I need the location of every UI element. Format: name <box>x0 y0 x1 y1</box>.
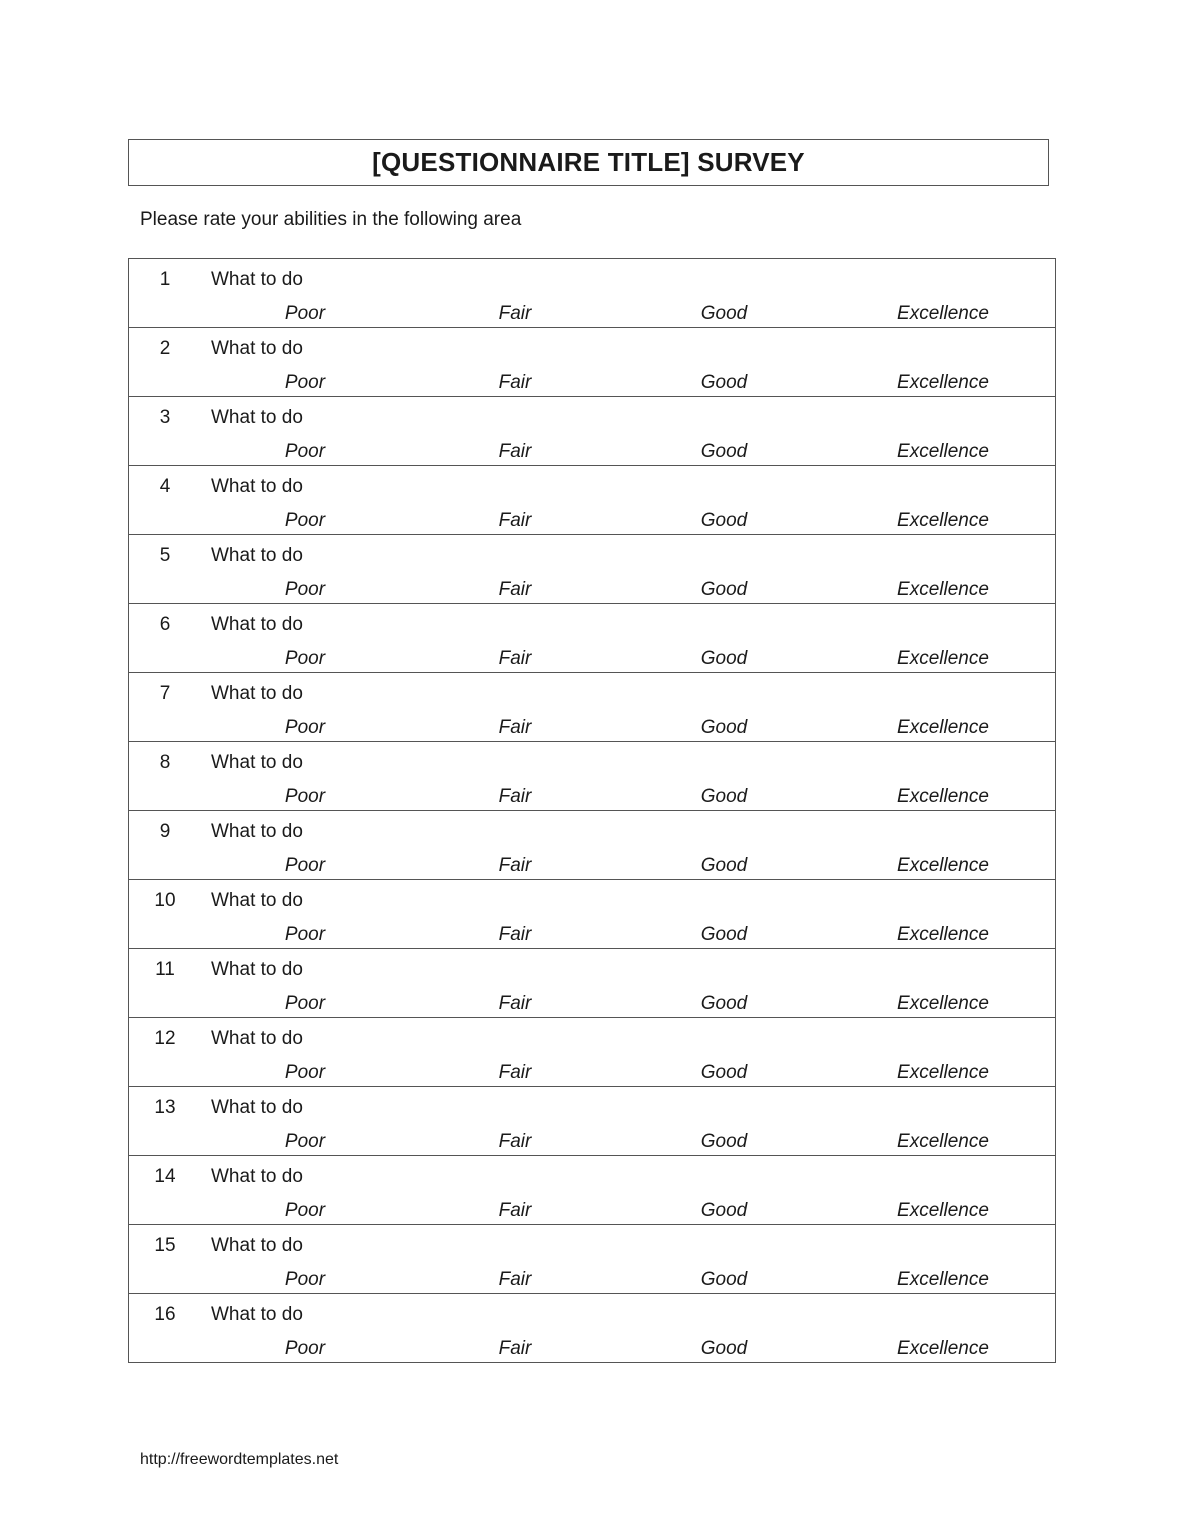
question-text: What to do <box>211 821 303 842</box>
rating-option-fair[interactable]: Fair <box>498 441 532 462</box>
rating-option-poor[interactable]: Poor <box>284 717 326 738</box>
rating-option-fair[interactable]: Fair <box>498 1062 532 1083</box>
rating-option-fair[interactable]: Fair <box>498 786 532 807</box>
rating-option-good[interactable]: Good <box>700 441 748 462</box>
rating-option-excellence[interactable]: Excellence <box>897 1269 989 1290</box>
question-text: What to do <box>211 269 303 290</box>
rating-option-fair[interactable]: Fair <box>498 372 532 393</box>
rating-option-good[interactable]: Good <box>700 579 748 600</box>
question-text: What to do <box>211 338 303 359</box>
question-number: 2 <box>159 338 171 359</box>
question-row <box>129 673 1055 742</box>
rating-option-excellence[interactable]: Excellence <box>897 1200 989 1221</box>
rating-option-poor[interactable]: Poor <box>284 993 326 1014</box>
rating-option-fair[interactable]: Fair <box>498 1269 532 1290</box>
rating-option-excellence[interactable]: Excellence <box>897 993 989 1014</box>
rating-option-poor[interactable]: Poor <box>284 1269 326 1290</box>
rating-option-poor[interactable]: Poor <box>284 1200 326 1221</box>
question-text: What to do <box>211 476 303 497</box>
rating-option-poor[interactable]: Poor <box>284 1338 326 1359</box>
rating-option-poor[interactable]: Poor <box>284 579 326 600</box>
rating-option-good[interactable]: Good <box>700 993 748 1014</box>
question-text: What to do <box>211 1028 303 1049</box>
question-number: 1 <box>159 269 171 290</box>
question-number: 4 <box>159 476 171 497</box>
rating-option-poor[interactable]: Poor <box>284 441 326 462</box>
question-text: What to do <box>211 1235 303 1256</box>
rating-option-fair[interactable]: Fair <box>498 1338 532 1359</box>
rating-option-poor[interactable]: Poor <box>284 1062 326 1083</box>
rating-option-poor[interactable]: Poor <box>284 372 326 393</box>
rating-option-excellence[interactable]: Excellence <box>897 648 989 669</box>
question-row <box>129 949 1055 1018</box>
rating-option-fair[interactable]: Fair <box>498 993 532 1014</box>
rating-option-excellence[interactable]: Excellence <box>897 372 989 393</box>
rating-option-fair[interactable]: Fair <box>498 924 532 945</box>
rating-option-good[interactable]: Good <box>700 510 748 531</box>
rating-option-fair[interactable]: Fair <box>498 648 532 669</box>
question-number: 12 <box>154 1028 176 1049</box>
rating-option-poor[interactable]: Poor <box>284 648 326 669</box>
question-number: 13 <box>154 1097 176 1118</box>
title-box <box>128 139 1049 186</box>
question-text: What to do <box>211 752 303 773</box>
question-text: What to do <box>211 683 303 704</box>
rating-option-poor[interactable]: Poor <box>284 510 326 531</box>
rating-option-poor[interactable]: Poor <box>284 855 326 876</box>
rating-option-excellence[interactable]: Excellence <box>897 717 989 738</box>
rating-option-fair[interactable]: Fair <box>498 855 532 876</box>
question-row <box>129 1294 1055 1362</box>
rating-option-good[interactable]: Good <box>700 924 748 945</box>
rating-option-excellence[interactable]: Excellence <box>897 924 989 945</box>
question-number: 14 <box>154 1166 176 1187</box>
rating-option-excellence[interactable]: Excellence <box>897 855 989 876</box>
question-number: 3 <box>159 407 171 428</box>
rating-option-good[interactable]: Good <box>700 1131 748 1152</box>
rating-option-good[interactable]: Good <box>700 1062 748 1083</box>
rating-option-good[interactable]: Good <box>700 372 748 393</box>
question-text: What to do <box>211 1304 303 1325</box>
question-row <box>129 1087 1055 1156</box>
question-row <box>129 328 1055 397</box>
question-text: What to do <box>211 890 303 911</box>
question-row <box>129 466 1055 535</box>
rating-option-excellence[interactable]: Excellence <box>897 303 989 324</box>
question-number: 8 <box>159 752 171 773</box>
rating-option-excellence[interactable]: Excellence <box>897 1131 989 1152</box>
instructions-text: Please rate your abilities in the following area <box>140 209 522 230</box>
question-text: What to do <box>211 1097 303 1118</box>
survey-table <box>128 258 1056 1363</box>
rating-option-good[interactable]: Good <box>700 786 748 807</box>
rating-option-good[interactable]: Good <box>700 1338 748 1359</box>
rating-option-poor[interactable]: Poor <box>284 924 326 945</box>
question-number: 10 <box>154 890 176 911</box>
rating-option-good[interactable]: Good <box>700 717 748 738</box>
rating-option-fair[interactable]: Fair <box>498 510 532 531</box>
rating-option-fair[interactable]: Fair <box>498 1131 532 1152</box>
question-number: 11 <box>155 959 175 980</box>
rating-option-excellence[interactable]: Excellence <box>897 441 989 462</box>
question-row <box>129 811 1055 880</box>
rating-option-excellence[interactable]: Excellence <box>897 510 989 531</box>
question-row <box>129 1018 1055 1087</box>
question-number: 16 <box>154 1304 176 1325</box>
question-row <box>129 397 1055 466</box>
question-text: What to do <box>211 545 303 566</box>
rating-option-excellence[interactable]: Excellence <box>897 1338 989 1359</box>
question-text: What to do <box>211 1166 303 1187</box>
rating-option-excellence[interactable]: Excellence <box>897 579 989 600</box>
question-text: What to do <box>211 407 303 428</box>
question-row <box>129 1225 1055 1294</box>
rating-option-poor[interactable]: Poor <box>284 786 326 807</box>
rating-option-excellence[interactable]: Excellence <box>897 1062 989 1083</box>
rating-option-excellence[interactable]: Excellence <box>897 786 989 807</box>
question-row <box>129 742 1055 811</box>
question-text: What to do <box>211 959 303 980</box>
rating-option-fair[interactable]: Fair <box>498 1200 532 1221</box>
rating-option-good[interactable]: Good <box>700 1269 748 1290</box>
question-number: 9 <box>159 821 171 842</box>
rating-option-fair[interactable]: Fair <box>498 579 532 600</box>
rating-option-good[interactable]: Good <box>700 1200 748 1221</box>
question-row <box>129 535 1055 604</box>
question-row <box>129 880 1055 949</box>
rating-option-poor[interactable]: Poor <box>284 1131 326 1152</box>
rating-option-good[interactable]: Good <box>700 303 748 324</box>
rating-option-poor[interactable]: Poor <box>284 303 326 324</box>
footer-link[interactable]: http://freewordtemplates.net <box>140 1451 339 1468</box>
rating-option-fair[interactable]: Fair <box>498 717 532 738</box>
rating-option-good[interactable]: Good <box>700 648 748 669</box>
question-row <box>129 604 1055 673</box>
question-number: 7 <box>159 683 171 704</box>
question-row <box>129 259 1055 328</box>
page-title: [QUESTIONNAIRE TITLE] SURVEY <box>372 147 805 177</box>
rating-option-good[interactable]: Good <box>700 855 748 876</box>
question-number: 5 <box>159 545 171 566</box>
rating-option-fair[interactable]: Fair <box>498 303 532 324</box>
question-number: 15 <box>154 1235 176 1256</box>
question-row <box>129 1156 1055 1225</box>
question-number: 6 <box>159 614 171 635</box>
question-text: What to do <box>211 614 303 635</box>
